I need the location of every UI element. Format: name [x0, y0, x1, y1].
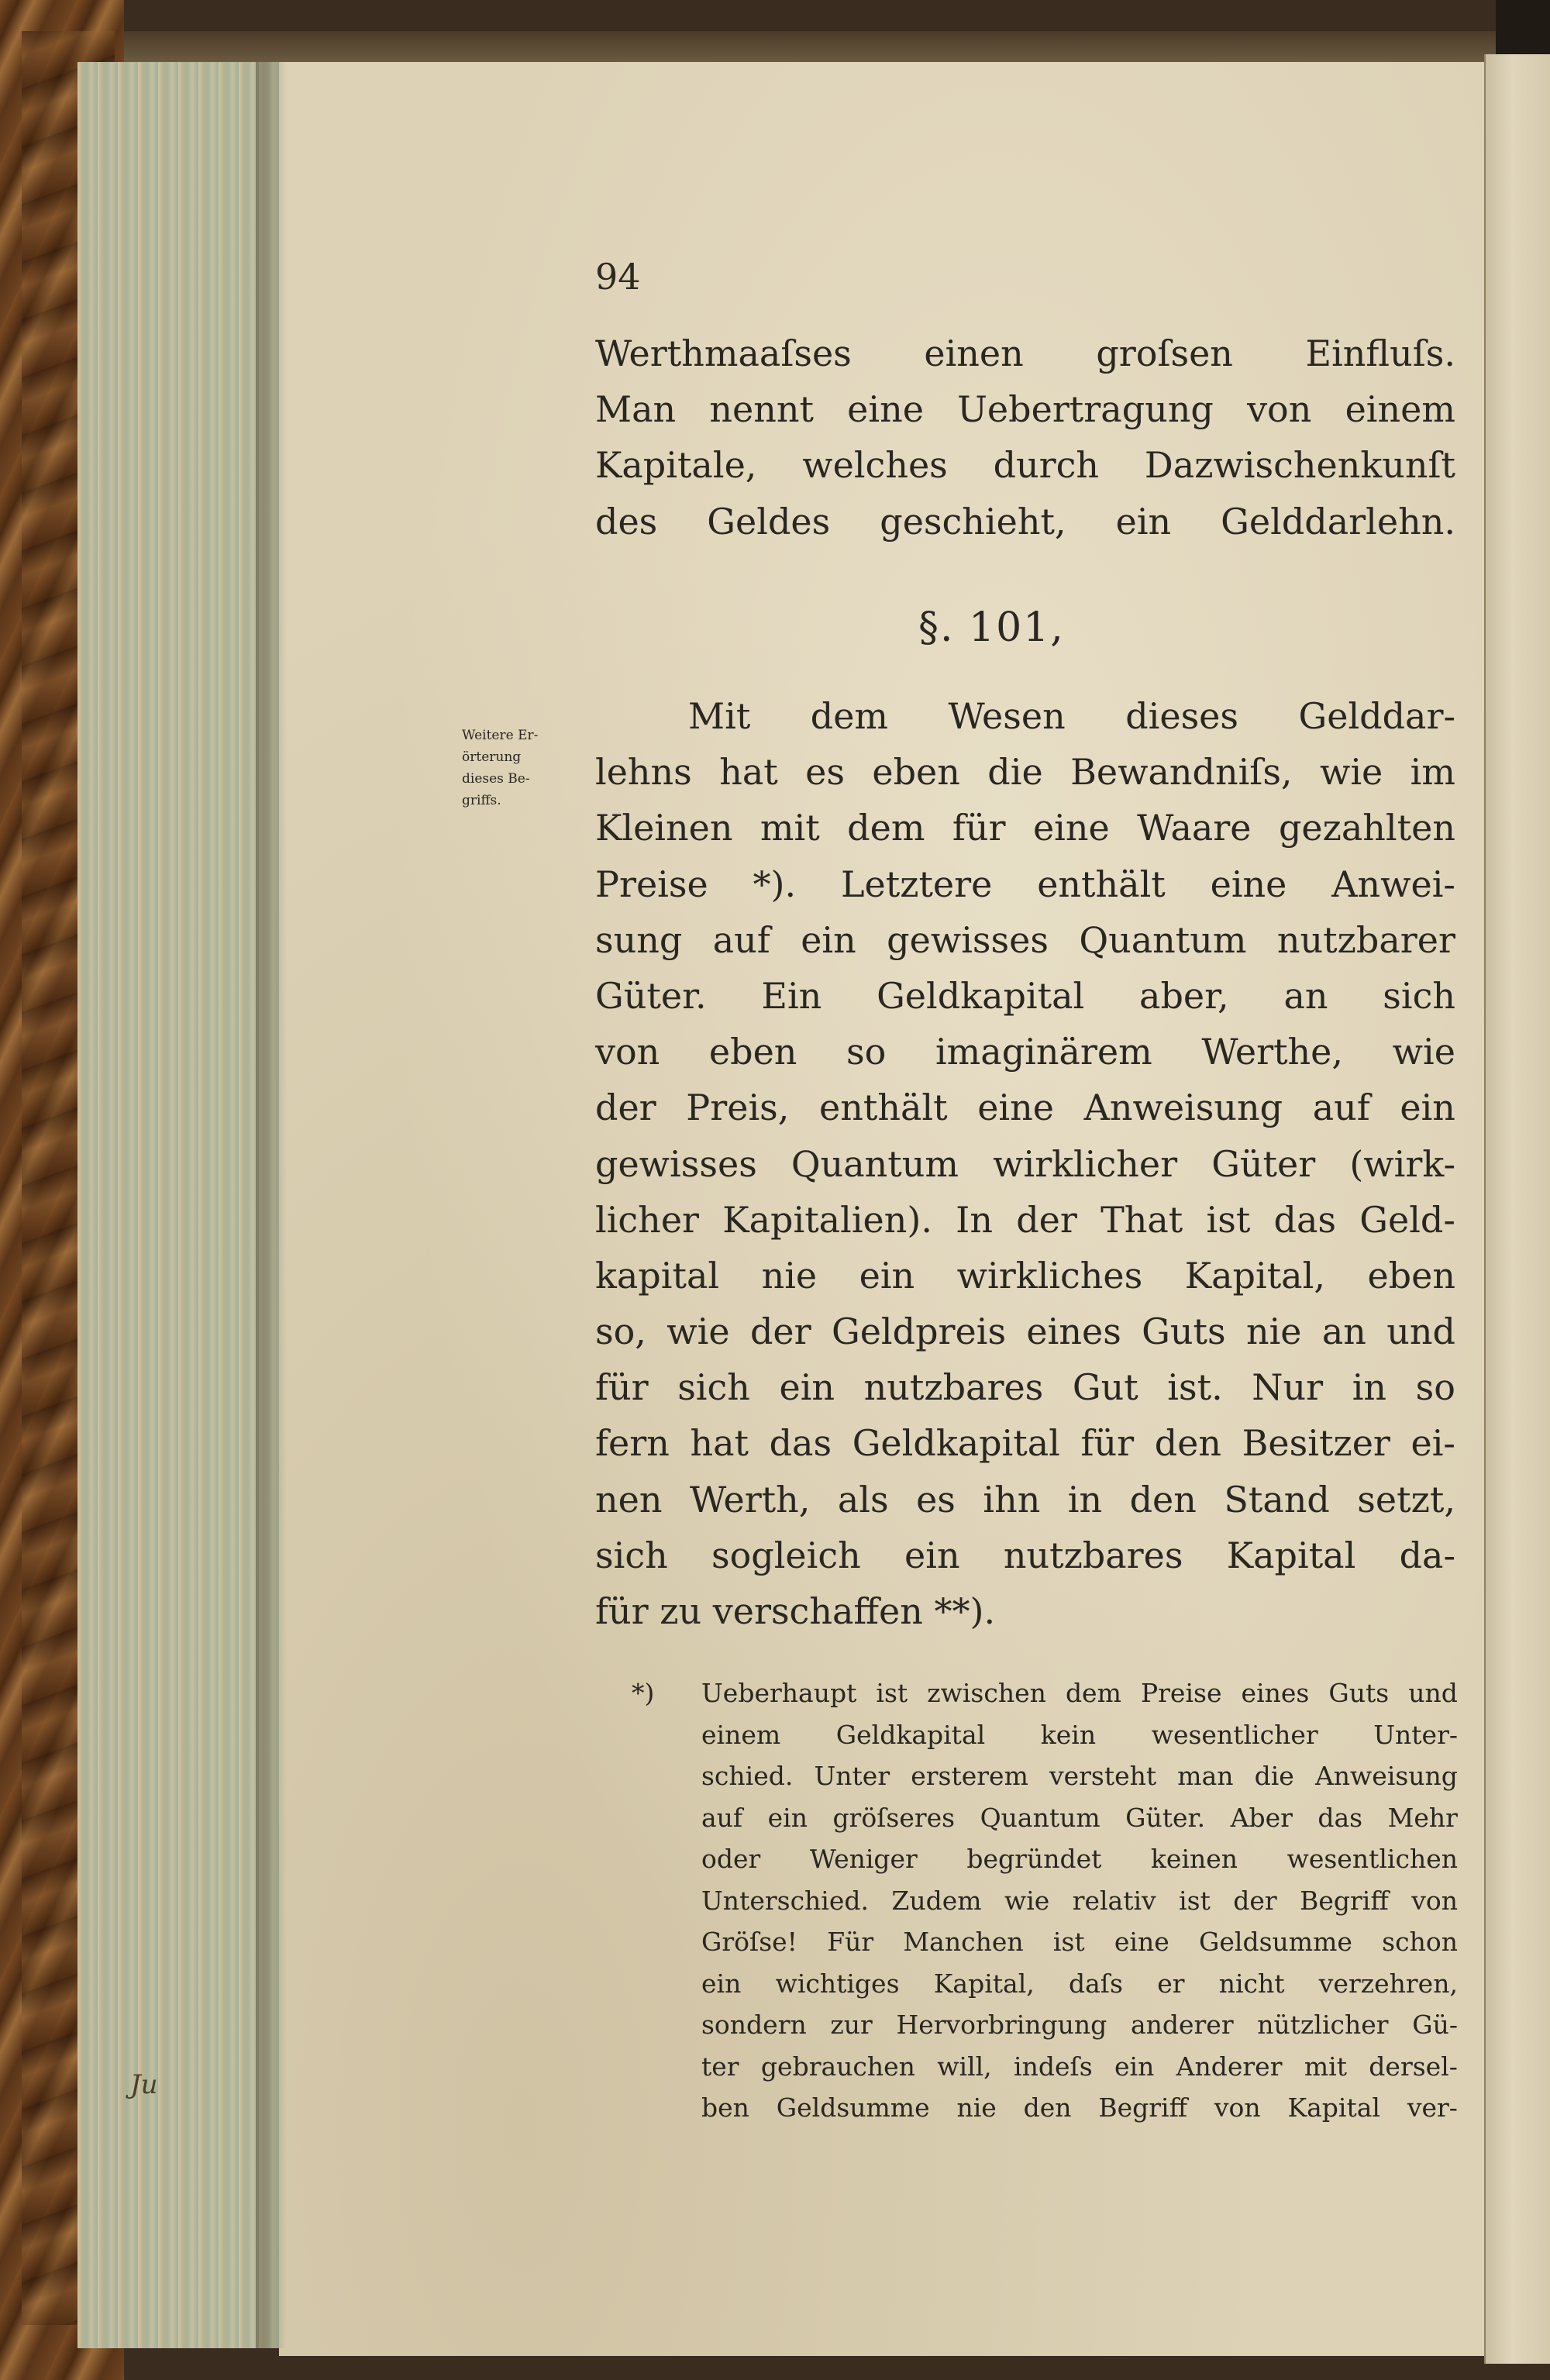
word: Kapital, — [1184, 1254, 1325, 1297]
footnote-line — [632, 2004, 1458, 2046]
word: gebrauchen — [760, 2051, 915, 2082]
text-line — [595, 1080, 1455, 1135]
word: (wirk- — [1349, 1142, 1455, 1185]
word: indeſs — [1014, 2051, 1093, 2082]
word: sung — [595, 918, 683, 961]
word: dieses — [1125, 695, 1239, 737]
word: Nur — [1252, 1366, 1324, 1409]
footnote-line — [632, 1714, 1458, 1756]
word: ersterem — [911, 1761, 1028, 1791]
word: welches — [802, 444, 948, 487]
word: im — [1410, 751, 1455, 794]
footnote-line — [632, 1797, 1458, 1839]
word: sich — [677, 1366, 750, 1409]
word: Anweisung — [1314, 1761, 1458, 1791]
word: eine — [1114, 1927, 1169, 1957]
word: ein — [1400, 1087, 1455, 1129]
word: der — [749, 1311, 811, 1353]
word: Güter — [1211, 1142, 1316, 1185]
word: nie — [1245, 1311, 1302, 1353]
word: Gröſse! — [701, 1927, 797, 1957]
word: Kleinen — [595, 807, 733, 849]
word: Guts — [1142, 1311, 1226, 1353]
word: von — [595, 1031, 660, 1073]
word: Werthmaaſses — [595, 332, 852, 374]
paragraph-2 — [595, 688, 1455, 1639]
word: eben — [872, 751, 960, 794]
word: von — [1411, 1885, 1458, 1916]
pencil-annotation: Ju — [130, 2069, 158, 2100]
word: wirkliches — [956, 1254, 1143, 1297]
word: Quantum — [1079, 918, 1247, 961]
word: *). — [753, 863, 797, 905]
word: auf — [701, 1802, 743, 1833]
word: daſs — [1069, 1968, 1123, 1999]
word: Gelddarlehn. — [1221, 500, 1455, 542]
word: schon — [1382, 1927, 1458, 1957]
word: sogleich — [711, 1534, 861, 1576]
word: so — [846, 1031, 887, 1073]
word: imaginärem — [935, 1031, 1152, 1073]
word: Unter- — [1373, 1719, 1458, 1750]
word: Letztere — [840, 863, 993, 905]
word: nie — [956, 2092, 997, 2123]
word: Gelddar- — [1298, 695, 1455, 737]
text-line — [595, 1136, 1455, 1192]
footnote-text — [701, 1672, 1458, 1714]
word: den — [1129, 1478, 1197, 1521]
word: Gut — [1072, 1366, 1138, 1409]
word: für — [1080, 1422, 1135, 1465]
word: ein — [767, 1802, 808, 1833]
word: oder — [701, 1844, 761, 1874]
word: eines — [1241, 1678, 1310, 1708]
word: Begriff — [1098, 2092, 1188, 2123]
word: Einfluſs. — [1305, 332, 1455, 374]
word: nutzbares — [863, 1366, 1044, 1409]
word: Gü- — [1412, 2010, 1458, 2040]
word: Güter. — [1125, 1802, 1206, 1833]
word: des — [595, 500, 658, 542]
word: auf — [712, 918, 770, 961]
word: ein — [779, 1366, 835, 1409]
word: Ueberhaupt — [701, 1678, 857, 1708]
word: Anderer — [1176, 2051, 1283, 2082]
word: eine — [1210, 863, 1287, 905]
word: einem — [701, 1719, 781, 1750]
margin-note-line: griffs. — [462, 793, 501, 808]
word: nicht — [1218, 1968, 1285, 1999]
page-number: 94 — [595, 256, 641, 298]
text-line — [595, 688, 1455, 744]
word: Aber — [1230, 1802, 1293, 1833]
word: als — [837, 1478, 889, 1521]
text-line — [595, 381, 1455, 437]
word: Geldsumme — [776, 2092, 930, 2123]
word: Kapitalien). — [722, 1198, 932, 1241]
word: nie — [761, 1254, 818, 1297]
footnote-line — [632, 2087, 1458, 2129]
word: durch — [993, 444, 1100, 487]
word: Kapital, — [933, 1968, 1035, 1999]
word: Quantum — [980, 1802, 1100, 1833]
word: ein — [904, 1534, 960, 1576]
word: Mit — [688, 695, 751, 737]
word: für — [595, 1366, 649, 1409]
footnote-marker — [632, 1672, 701, 1714]
word: und — [1386, 1311, 1455, 1353]
word: für — [952, 807, 1006, 849]
word: fern — [595, 1422, 670, 1465]
word: er — [1157, 1968, 1185, 1999]
word: keinen — [1150, 1844, 1238, 1874]
word: wie — [1319, 751, 1383, 794]
word: in — [1352, 1366, 1387, 1409]
word: mit — [760, 807, 820, 849]
word: ter — [701, 2051, 739, 2082]
word: gröſseres — [832, 1802, 956, 1833]
word: nutzbarer — [1276, 918, 1455, 961]
word: aber, — [1139, 974, 1229, 1017]
text-line — [595, 1024, 1455, 1080]
word: sich — [595, 1534, 668, 1576]
word: sich — [1383, 974, 1455, 1017]
word: Manchen — [903, 1927, 1024, 1957]
word: Preis, — [686, 1087, 790, 1129]
word: wie — [1004, 1885, 1050, 1916]
word: zwischen — [927, 1678, 1046, 1708]
word: es — [916, 1478, 956, 1521]
word: ein — [1114, 2051, 1155, 2082]
word: einen — [924, 332, 1024, 374]
word: wirklicher — [993, 1142, 1178, 1185]
word: versteht — [1049, 1761, 1157, 1791]
word: die — [987, 751, 1043, 794]
gutter-shadow — [256, 62, 287, 2348]
word: Geldkapital — [877, 974, 1085, 1017]
margin-note-line: Weitere Er- — [462, 728, 539, 743]
word: Geldpreis — [831, 1311, 1007, 1353]
text-line — [595, 800, 1455, 856]
text-line — [595, 1415, 1455, 1471]
word: In — [956, 1198, 993, 1241]
word: kapital — [595, 1254, 720, 1297]
footnote-line — [632, 1838, 1458, 1880]
word: in — [1067, 1478, 1103, 1521]
word: Unterschied. — [701, 1885, 869, 1916]
word: an — [1283, 974, 1328, 1017]
word: zur — [830, 2010, 873, 2040]
word: Geldkapital — [852, 1422, 1060, 1465]
word: man — [1177, 1761, 1234, 1791]
background-dark-corner — [1496, 0, 1550, 62]
word: dem — [810, 695, 889, 737]
word: Geld- — [1359, 1198, 1455, 1241]
footnote-line — [632, 2046, 1458, 2088]
word: den — [1023, 2092, 1072, 2123]
word: nennt — [709, 388, 814, 431]
word: Ein — [761, 974, 822, 1017]
text-line — [595, 1472, 1455, 1528]
word: der — [1233, 1885, 1277, 1916]
word: kein — [1040, 1719, 1097, 1750]
word: Kapitale, — [595, 444, 757, 487]
word: von — [1247, 388, 1312, 431]
word: setzt, — [1357, 1478, 1455, 1521]
word: Kapital — [1287, 2092, 1380, 2123]
word: eine — [1032, 807, 1110, 849]
word: Hervorbringung — [896, 2010, 1107, 2040]
word: das — [1273, 1198, 1337, 1241]
word: Bewandniſs, — [1070, 751, 1293, 794]
text-line — [595, 494, 1455, 549]
footnote-line — [632, 1880, 1458, 1922]
word: ist — [1052, 1927, 1085, 1957]
word: anderer — [1130, 2010, 1234, 2040]
text-line — [595, 912, 1455, 968]
text-line — [595, 744, 1455, 800]
word: hat — [719, 751, 778, 794]
word: ist — [876, 1678, 908, 1708]
word: Uebertragung — [957, 388, 1214, 431]
word: Preise — [595, 863, 708, 905]
word: Werthe, — [1201, 1031, 1344, 1073]
word: dersel- — [1369, 2051, 1458, 2082]
word: ein — [1115, 500, 1172, 542]
word: verzehren, — [1318, 1968, 1458, 1999]
text-line — [595, 1359, 1455, 1415]
word: ist — [1206, 1198, 1251, 1241]
text-line — [595, 968, 1455, 1024]
word: eines — [1026, 1311, 1121, 1353]
word: Für — [827, 1927, 874, 1957]
word: schied. — [701, 1761, 794, 1791]
footnote-line — [632, 1921, 1458, 1963]
word: wesentlicher — [1151, 1719, 1318, 1750]
footnote-line — [632, 1755, 1458, 1797]
word: Preise — [1140, 1678, 1222, 1708]
text-line — [595, 1528, 1455, 1583]
facing-page-edge — [1484, 54, 1550, 2364]
word: so, — [595, 1311, 646, 1353]
word: groſsen — [1096, 332, 1233, 374]
word: Besitzer — [1242, 1422, 1390, 1465]
word: mit — [1304, 2051, 1347, 2082]
word: ver- — [1407, 2092, 1458, 2123]
word: Wesen — [948, 695, 1066, 737]
word: Mehr — [1387, 1802, 1458, 1833]
word: ben — [701, 2092, 749, 2123]
word: ist — [1179, 1885, 1211, 1916]
paragraph-1 — [595, 325, 1455, 549]
word: dem — [847, 807, 925, 849]
word: enthält — [1037, 863, 1166, 905]
word: die — [1254, 1761, 1294, 1791]
word: eben — [708, 1031, 797, 1073]
word: wie — [1392, 1031, 1455, 1073]
word: Begriff — [1300, 1885, 1389, 1916]
word: relativ — [1072, 1885, 1156, 1916]
word: gewisses — [595, 1142, 757, 1185]
word: Anwei- — [1331, 863, 1455, 905]
word: Güter. — [595, 974, 707, 1017]
word: eine — [847, 388, 924, 431]
text-line: für zu verschaffen **). — [595, 1590, 996, 1632]
text-line — [595, 1304, 1455, 1359]
footnote — [632, 1672, 1458, 2129]
word: der — [1016, 1198, 1077, 1241]
word: Guts — [1328, 1678, 1390, 1708]
word: licher — [595, 1198, 700, 1241]
text-line — [595, 437, 1455, 493]
word: eben — [1367, 1254, 1455, 1297]
footnote-line — [632, 1963, 1458, 2005]
word: Quantum — [790, 1142, 959, 1185]
word: einem — [1345, 388, 1455, 431]
word: wichtiges — [775, 1968, 900, 1999]
word: von — [1214, 2092, 1261, 2123]
margin-note-line: dieses Be- — [462, 771, 530, 787]
text-line — [595, 325, 1455, 381]
word: das — [1318, 1802, 1363, 1833]
word: Stand — [1224, 1478, 1330, 1521]
word: wie — [666, 1311, 730, 1353]
word: Werth, — [689, 1478, 811, 1521]
word: nutzbares — [1003, 1534, 1183, 1576]
text-line — [595, 1248, 1455, 1304]
word: der — [595, 1087, 656, 1129]
word: da- — [1399, 1534, 1455, 1576]
word: an — [1321, 1311, 1366, 1353]
text-line — [595, 1192, 1455, 1248]
word: nen — [595, 1478, 663, 1521]
word: den — [1154, 1422, 1222, 1465]
word: so — [1415, 1366, 1455, 1409]
word: auf — [1312, 1087, 1370, 1129]
word: das — [769, 1422, 832, 1465]
word: ist. — [1167, 1366, 1223, 1409]
word: enthält — [819, 1087, 948, 1129]
word: gewisses — [887, 918, 1049, 961]
word: Unter — [814, 1761, 890, 1791]
word: sondern — [701, 2010, 807, 2040]
book-top-edge — [62, 31, 1504, 62]
word: lehns — [595, 751, 692, 794]
word: Dazwischenkunſt — [1144, 444, 1455, 487]
word: Man — [595, 388, 677, 431]
word: Zudem — [891, 1885, 982, 1916]
word: ei- — [1410, 1422, 1455, 1465]
word: Geldes — [707, 500, 831, 542]
footnote-line — [632, 1672, 1458, 1714]
word: Geldsumme — [1199, 1927, 1352, 1957]
word: Weniger — [809, 1844, 918, 1874]
word: will, — [937, 2051, 992, 2082]
word: es — [805, 751, 845, 794]
word: begründet — [966, 1844, 1102, 1874]
word: wesentlichen — [1286, 1844, 1458, 1874]
word: ein — [701, 1968, 742, 1999]
word: geschieht, — [880, 500, 1066, 542]
word: ein — [801, 918, 856, 961]
word: Geldkapital — [835, 1719, 986, 1750]
word: ihn — [983, 1478, 1041, 1521]
word: ein — [859, 1254, 915, 1297]
margin-note-line: örterung — [462, 749, 522, 765]
margin-note — [462, 725, 586, 811]
word: dem — [1065, 1678, 1121, 1708]
word: Anweisung — [1083, 1087, 1283, 1129]
word: That — [1100, 1198, 1183, 1241]
word: nützlicher — [1257, 2010, 1389, 2040]
word: Waare — [1137, 807, 1252, 849]
word: *) — [632, 1678, 655, 1708]
section-heading: §. 101, — [918, 604, 1065, 651]
word: und — [1408, 1678, 1458, 1708]
word: Kapital — [1226, 1534, 1356, 1576]
word: hat — [690, 1422, 749, 1465]
word: gezahlten — [1278, 807, 1455, 849]
text-line — [595, 856, 1455, 912]
word: eine — [977, 1087, 1054, 1129]
